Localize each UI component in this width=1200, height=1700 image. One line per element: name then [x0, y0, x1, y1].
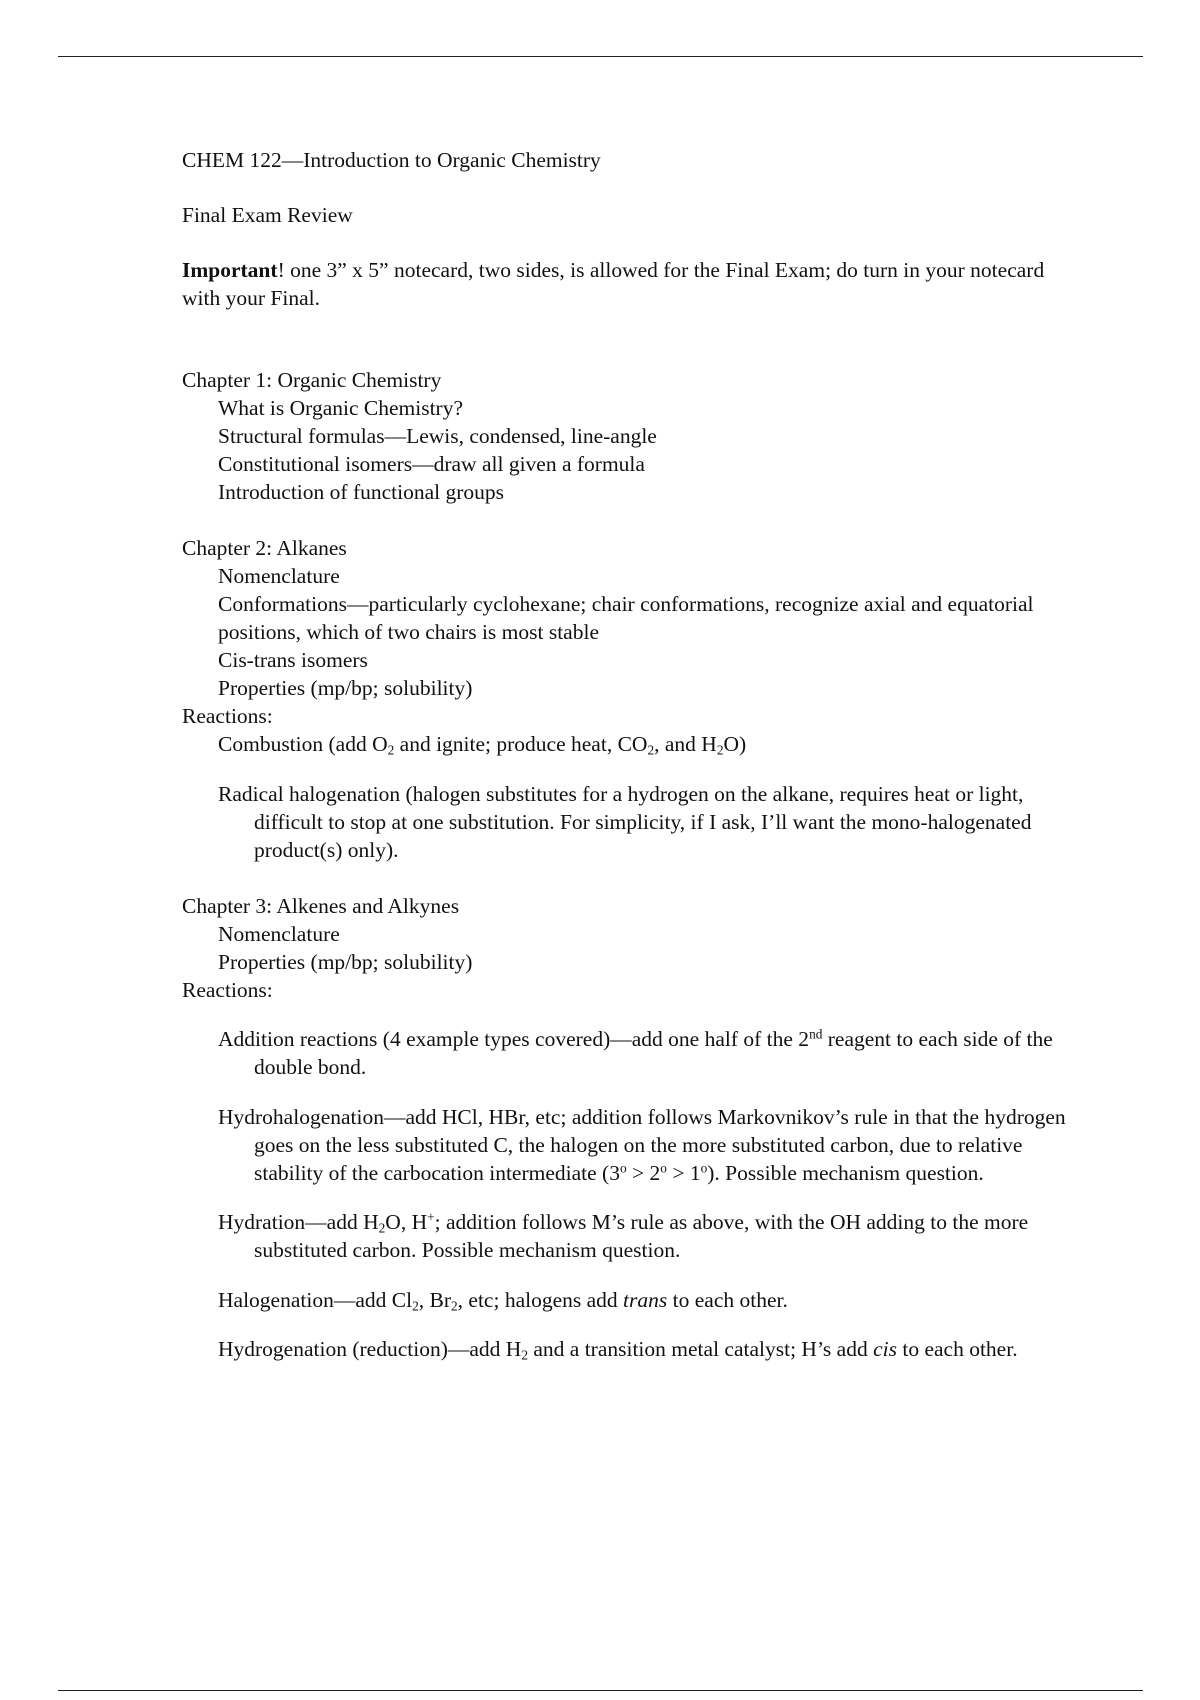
halogenation: [182, 1286, 1072, 1314]
list-item: Nomenclature: [218, 564, 340, 588]
reactions-label: Reactions:: [182, 977, 273, 1002]
subscript: 2: [647, 742, 655, 758]
list-item: Nomenclature: [218, 921, 340, 946]
text-run: and a transition metal catalyst; H’s add: [527, 1337, 874, 1361]
italic-term: cis: [873, 1337, 897, 1361]
list-item: Conformations—particularly cyclohexane; chair conformations, recognize axial and equatorial positions, which of two chairs is most stable: [218, 592, 1034, 644]
reactions-label: Reactions:: [182, 704, 273, 728]
list-item: Cis-trans isomers: [218, 648, 368, 672]
text-run: O, H: [385, 1210, 428, 1234]
superscript: +: [427, 1209, 435, 1225]
degree-mark: o: [660, 1160, 667, 1176]
addition-reactions: [182, 1025, 1072, 1081]
document-body: [182, 146, 1072, 1385]
document-subtitle: Final Exam Review: [182, 203, 353, 227]
degree-mark: o: [619, 1160, 627, 1176]
text-run: reagent to each side of the double bond.: [254, 1027, 1053, 1079]
superscript: nd: [809, 1026, 823, 1042]
subscript: 2: [387, 742, 395, 758]
list-item: Properties (mp/bp; solubility): [218, 676, 473, 700]
text-run: O): [723, 732, 747, 756]
subscript: 2: [450, 1297, 458, 1313]
text-run: > 1: [666, 1160, 701, 1185]
important-text: ! one 3” x 5” notecard, two sides, is allowed for the Final Exam; do turn in your notecard with your Final.: [182, 258, 1045, 310]
hydrohalogenation: [182, 1103, 1072, 1187]
chapter-1-title: Chapter 1: Organic Chemistry: [182, 368, 442, 392]
list-item: Properties (mp/bp; solubility): [218, 949, 473, 974]
list-item: Constitutional isomers—draw all given a formula: [218, 452, 645, 476]
text-run: > 2: [626, 1160, 661, 1185]
text-run: , etc; halogens add: [457, 1287, 624, 1312]
text-run: to each other.: [667, 1287, 788, 1312]
text-run: Hydration—add H: [218, 1210, 379, 1234]
hydrogenation: [182, 1335, 1072, 1363]
list-item: Structural formulas—Lewis, condensed, line-angle: [218, 424, 657, 448]
subscript: 2: [378, 1220, 386, 1236]
list-item: What is Organic Chemistry?: [218, 396, 464, 420]
text-run: ). Possible mechanism question.: [707, 1160, 984, 1185]
text-run: Halogenation—add Cl: [218, 1287, 413, 1312]
text-run: Hydrohalogenation—add HCl, HBr, etc; addition follows Markovnikov’s rule in that the hydrogen goes on the less substituted C, the halogen on the more substituted carbon, due to relative stability of the carbocation intermediate (3: [218, 1104, 1066, 1185]
combustion-reaction: [182, 730, 1072, 758]
subscript: 2: [521, 1347, 528, 1363]
list-item: Introduction of functional groups: [218, 480, 505, 504]
text-run: to each other.: [896, 1337, 1018, 1361]
subscript: 2: [716, 742, 724, 758]
subscript: 2: [412, 1297, 419, 1313]
text-run: , and H: [654, 732, 717, 756]
chapter-3-title: Chapter 3: Alkenes and Alkynes: [182, 893, 460, 918]
top-rule: [58, 56, 1143, 57]
italic-term: trans: [623, 1287, 668, 1312]
chapter-2-title: Chapter 2: Alkanes: [182, 536, 347, 560]
important-label: Important: [182, 258, 278, 282]
text-run: Hydrogenation (reduction)—add H: [218, 1337, 522, 1361]
degree-mark: o: [700, 1160, 708, 1176]
course-title: CHEM 122—Introduction to Organic Chemistry: [182, 148, 601, 172]
text-run: ; addition follows M’s rule as above, with the OH adding to the more substituted carbon. Possible mechanism question.: [254, 1210, 1029, 1262]
text-run: , Br: [418, 1287, 451, 1312]
hydration: [182, 1208, 1072, 1264]
radical-halogenation: Radical halogenation (halogen substitutes for a hydrogen on the alkane, requires heat or light, difficult to stop at one substitution. For simplicity, if I ask, I’ll want the mono-halogenated product(s) only).: [218, 781, 1032, 862]
text-run: Addition reactions (4 example types covered)—add one half of the 2: [218, 1027, 810, 1051]
bottom-rule: [58, 1690, 1143, 1691]
text-run: Combustion (add O: [218, 732, 388, 756]
text-run: and ignite; produce heat, CO: [394, 732, 648, 756]
important-note: [182, 256, 1072, 312]
